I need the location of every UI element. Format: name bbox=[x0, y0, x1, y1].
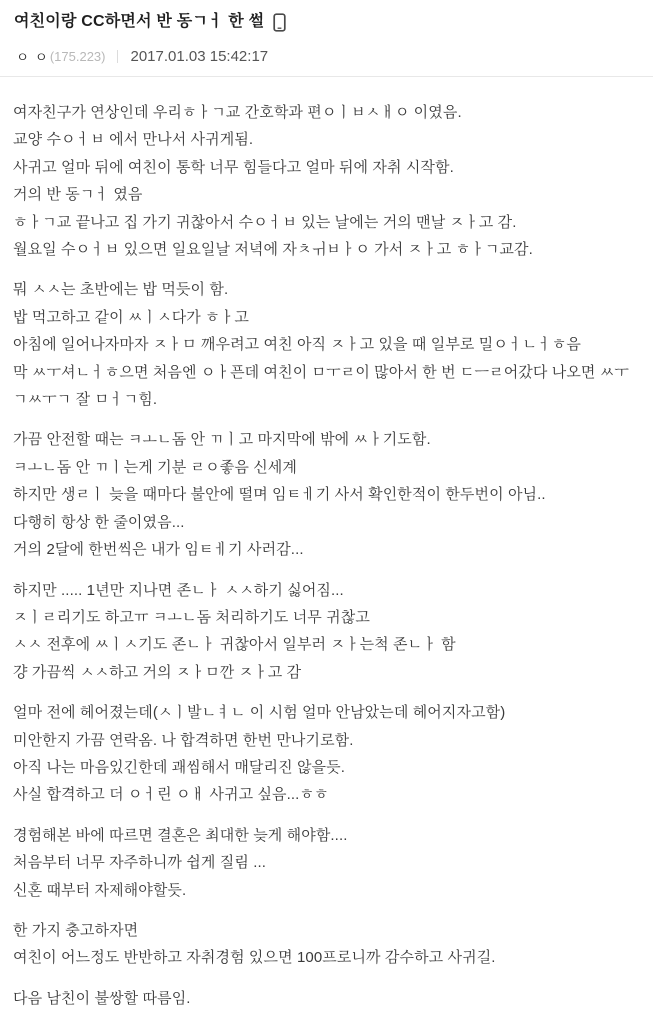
text-line: 다행히 항상 한 줄이였음... bbox=[13, 513, 185, 531]
post-meta bbox=[16, 47, 639, 65]
text-line: ㅎㅏㄱ교 끝나고 집 가기 귀찮아서 수ㅇㅓㅂ 있는 날에는 거의 맨날 ㅈㅏ고 감. bbox=[13, 213, 517, 231]
post-timestamp: 2017.01.03 15:42:17 bbox=[130, 47, 269, 65]
text-line: 경험해본 바에 따르면 결혼은 최대한 늦게 해야함.... bbox=[13, 826, 348, 844]
paragraph bbox=[13, 577, 643, 687]
post-title-text: 여친이랑 CC하면서 반 동ㄱㅓ 한 썰 bbox=[14, 13, 265, 30]
text-line: ㅋㅗㄴ돔 안 ㄲㅣ는게 기분 ㄹㅇ좋음 신세계 bbox=[13, 458, 297, 476]
text-line: 걍 가끔씩 ㅅㅅ하고 거의 ㅈㅏㅁ깐 ㅈㅏ고 감 bbox=[13, 663, 302, 681]
post-title bbox=[14, 11, 639, 33]
text-line: 막 ㅆㅜ셔ㄴㅓㅎ으면 처음엔 ㅇㅏ픈데 여친이 ㅁㅜㄹ이 많아서 한 번 ㄷㅡㄹ어갔다 나오면 ㅆㅜㄱㅆㅜㄱ 잘 ㅁㅓㄱ힘. bbox=[13, 363, 629, 409]
author-ip: (175.223) bbox=[49, 48, 106, 64]
paragraph bbox=[13, 276, 643, 413]
paragraph bbox=[13, 99, 643, 263]
text-line: 월요일 수ㅇㅓㅂ 있으면 일요일날 저녁에 자ㅊㅟㅂㅏㅇ 가서 ㅈㅏ고 ㅎㅏㄱ교감. bbox=[13, 241, 533, 259]
text-line: 거의 2달에 한번씩은 내가 임ㅌㅔ기 사러감... bbox=[13, 541, 304, 559]
text-line: 밥 먹고하고 같이 ㅆㅣㅅ다가 ㅎㅏ고 bbox=[13, 308, 249, 326]
meta-divider bbox=[117, 50, 118, 63]
text-line: 다음 남친이 불쌍할 따름임. bbox=[13, 989, 191, 1007]
text-line: 아직 나는 마음있긴한데 괘씸해서 매달리진 않을듯. bbox=[13, 758, 345, 776]
text-line: 가끔 안전할 때는 ㅋㅗㄴ돔 안 ㄲㅣ고 마지막에 밖에 ㅆㅏ기도함. bbox=[13, 431, 431, 449]
text-line: 얼마 전에 헤어졌는데(ㅅㅣ발ㄴㅕㄴ 이 시험 얼마 안남았는데 헤어지자고함) bbox=[13, 704, 506, 722]
paragraph bbox=[13, 985, 643, 1012]
text-line: ㅅㅅ 전후에 ㅆㅣㅅ기도 존ㄴㅏ 귀찮아서 일부러 ㅈㅏ는척 존ㄴㅏ 함 bbox=[13, 636, 456, 654]
text-line: 여자친구가 연상인데 우리ㅎㅏㄱ교 간호학과 편ㅇㅣㅂㅅㅐㅇ 이였음. bbox=[13, 104, 462, 121]
paragraph bbox=[13, 917, 643, 972]
text-line: 사귀고 얼마 뒤에 여친이 통학 너무 힘들다고 얼마 뒤에 자취 시작함. bbox=[13, 158, 454, 176]
paragraph bbox=[13, 822, 643, 904]
paragraph bbox=[13, 699, 643, 809]
post-header bbox=[0, 0, 653, 65]
text-line: 여친이 어느정도 반반하고 자취경험 있으면 100프로니까 감수하고 사귀길. bbox=[13, 949, 496, 967]
text-line: 교양 수ㅇㅓㅂ 에서 만나서 사귀게됨. bbox=[13, 131, 254, 149]
text-line: 신혼 때부터 자제해야할듯. bbox=[13, 881, 187, 899]
text-line: 아침에 일어나자마자 ㅈㅏㅁ 깨우려고 여친 아직 ㅈㅏ고 있을 때 일부로 밀ㅇㅓㄴㅓㅎ음 bbox=[13, 336, 581, 354]
text-line: 한 가지 충고하자면 bbox=[13, 921, 139, 939]
paragraph bbox=[13, 426, 643, 563]
text-line: 거의 반 동ㄱㅓ 였음 bbox=[13, 186, 143, 204]
post-body bbox=[0, 77, 653, 1012]
author-nickname[interactable]: ㅇ ㅇ bbox=[16, 50, 49, 65]
text-line: 처음부터 너무 자주하니까 쉽게 질림 ... bbox=[13, 854, 266, 872]
mobile-phone-icon bbox=[273, 13, 286, 32]
text-line: 사실 합격하고 더 ㅇㅓ린 ㅇㅐ 사귀고 싶음...ㅎㅎ bbox=[13, 786, 329, 804]
text-line: ㅈㅣㄹ리기도 하고ㅠ ㅋㅗㄴ돔 처리하기도 너무 귀찮고 bbox=[13, 608, 370, 626]
text-line: 뭐 ㅅㅅ는 초반에는 밥 먹듯이 함. bbox=[13, 281, 229, 299]
text-line: 하지만 ..... 1년만 지나면 존ㄴㅏ ㅅㅅ하기 싫어짐... bbox=[13, 581, 344, 599]
text-line: 하지만 생ㄹㅣ 늦을 때마다 불안에 떨며 임ㅌㅔ기 사서 확인한적이 한두번이 아님.. bbox=[13, 486, 546, 504]
text-line: 미안한지 가끔 연락옴. 나 합격하면 한번 만나기로함. bbox=[13, 731, 354, 749]
